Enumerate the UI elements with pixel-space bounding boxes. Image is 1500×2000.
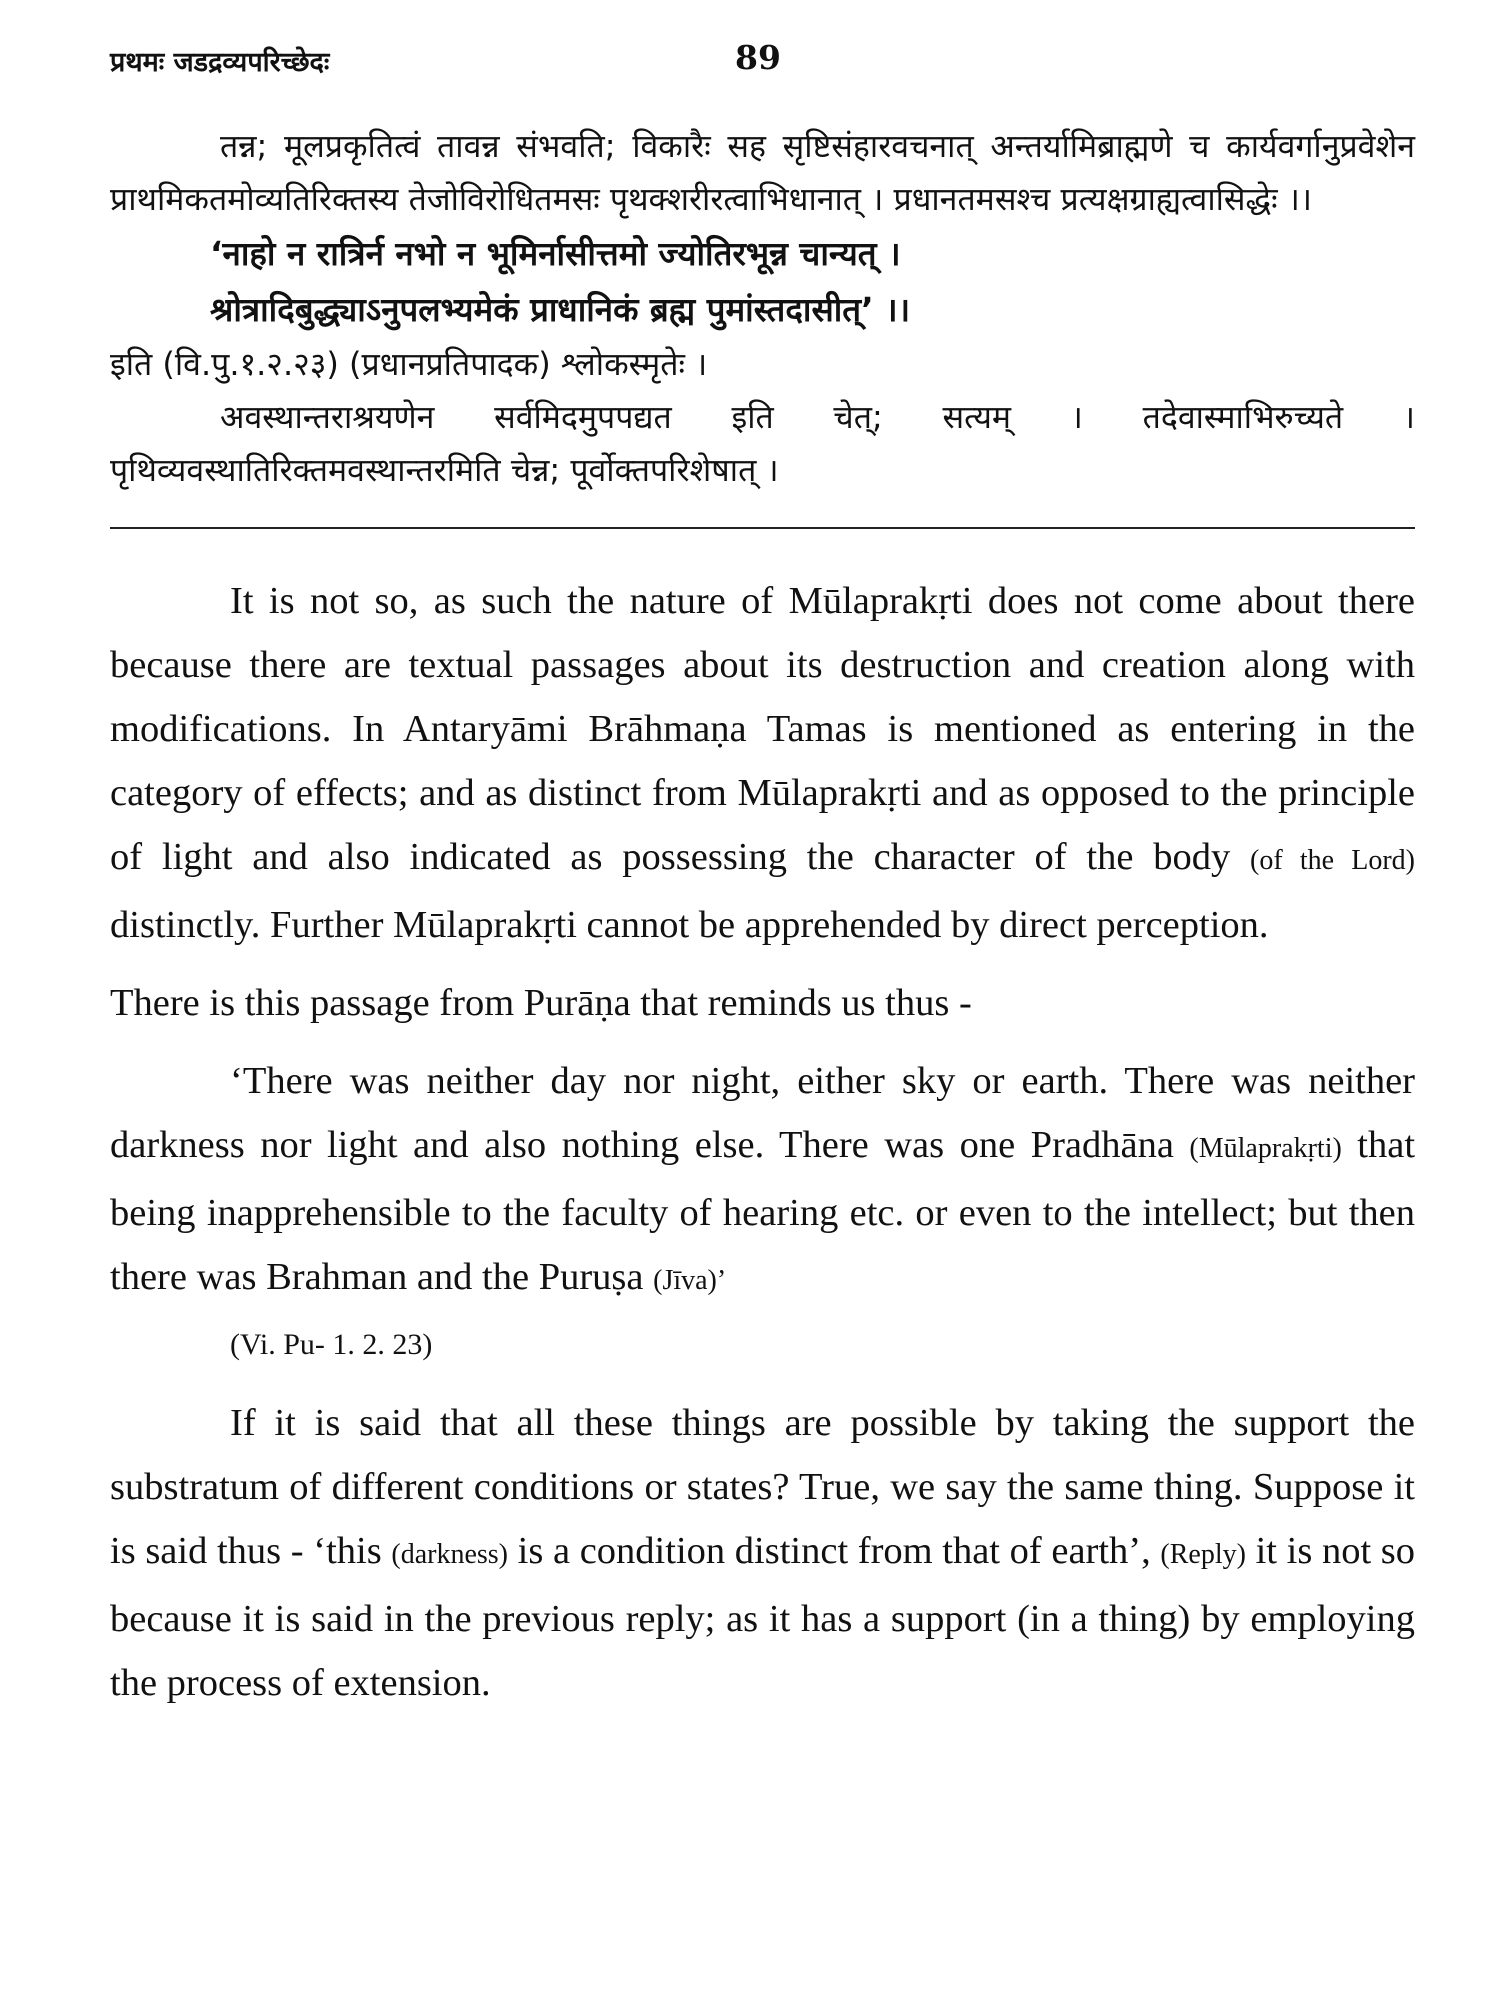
english-translation [110,569,1415,1715]
page-header [110,30,1415,90]
translation-p4-text-c: it is not so because it is said in the previous reply; as it has a support (in a thing) by employing the process of extension. [110,1530,1416,1704]
translation-paragraph-1 [110,569,1415,957]
sanskrit-paragraph-2: अवस्थान्तराश्रयणेन सर्वमिदमुपपद्यत इति चेत्; सत्यम् । तदेवास्माभिरुच्यते । पृथिव्यवस्थातिरिक्तमवस्थान्तरमिति चेन्न; पूर्वोक्तपरिशेषात् । [110,398,1415,489]
section-divider [110,527,1415,529]
verse-line-1: ‘नाहो न रात्रिर्न नभो न भूमिर्नासीत्तमो ज्योतिरभून्न चान्यत् । [210,234,901,273]
translation-paragraph-2: There is this passage from Purāṇa that reminds us thus - [110,982,972,1024]
translation-p4-aside-1: (darkness) [391,1539,508,1570]
translation-p4-text-a: If it is said that all these things are possible by taking the support the substratum of different conditions or states? True, we say the same thing. Suppose it is said thus - ‘this [110,1402,1415,1572]
translation-p4-aside-2: (Reply) [1160,1539,1246,1570]
sanskrit-paragraph-1: तन्न; मूलप्रकृतित्वं तावन्न संभवति; विकारैः सह सृष्टिसंहारवचनात् अन्तर्यामिब्राह्मणे च कार्यवर्गानुप्रवेशेन प्राथमिकतमोव्यतिरिक्तस्य तेजोविरोधितमसः पृथक्शरीरत्वाभिधानात् । प्रधानतमसश्च प्रत्यक्षग्राह्यत्वासिद्धेः ।। [110,127,1415,218]
translation-p3-text-b: that being inapprehensible to the faculty of hearing etc. or even to the intellect; but then there was Brahman and the Puruṣa [110,1124,1416,1298]
translation-p3-aside-2: (Jīva)’ [653,1265,727,1296]
sanskrit-citation: इति (वि.पु.१.२.२३) (प्रधानप्रतिपादक) श्लोकस्मृतेः । [110,345,708,383]
translation-p1-end: distinctly. Further Mūlaprakṛti cannot be apprehended by direct perception. [110,904,1269,946]
page-number: 89 [735,38,781,77]
translation-paragraph-4 [110,1391,1415,1715]
translation-p4-text-b: is a condition distinct from that of earth’, [517,1530,1151,1572]
sanskrit-verse [110,226,1415,338]
translation-p3-aside-1: (Mūlaprakṛti) [1189,1133,1342,1164]
verse-line-2: श्रोत्रादिबुद्ध्याऽनुपलभ्यमेकं प्राधानिकं ब्रह्म पुमांस्तदासीत्’ ।। [210,290,911,329]
sanskrit-section [110,120,1415,497]
running-head: प्रथमः जडद्रव्यपरिच्छेदः [110,47,330,78]
translation-p3-citation: (Vi. Pu- 1. 2. 23) [230,1328,433,1361]
translation-p1-aside: (of the Lord) [1250,845,1416,876]
translation-p3-text-a: ‘There was neither day nor night, either sky or earth. There was neither darkness nor light and also nothing else. There was one Pradhāna [110,1060,1415,1166]
translation-p1-text: It is not so, as such the nature of Mūlaprakṛti does not come about there because there are textual passages about its destruction and creation along with modifications. In Antaryāmi Brāhmaṇa Tamas is mentioned as entering in the category of effects; and as distinct from Mūlaprakṛti and as opposed to the principle of light and also indicated as possessing the character of the body [110,580,1415,878]
translation-paragraph-3 [110,1049,1415,1377]
